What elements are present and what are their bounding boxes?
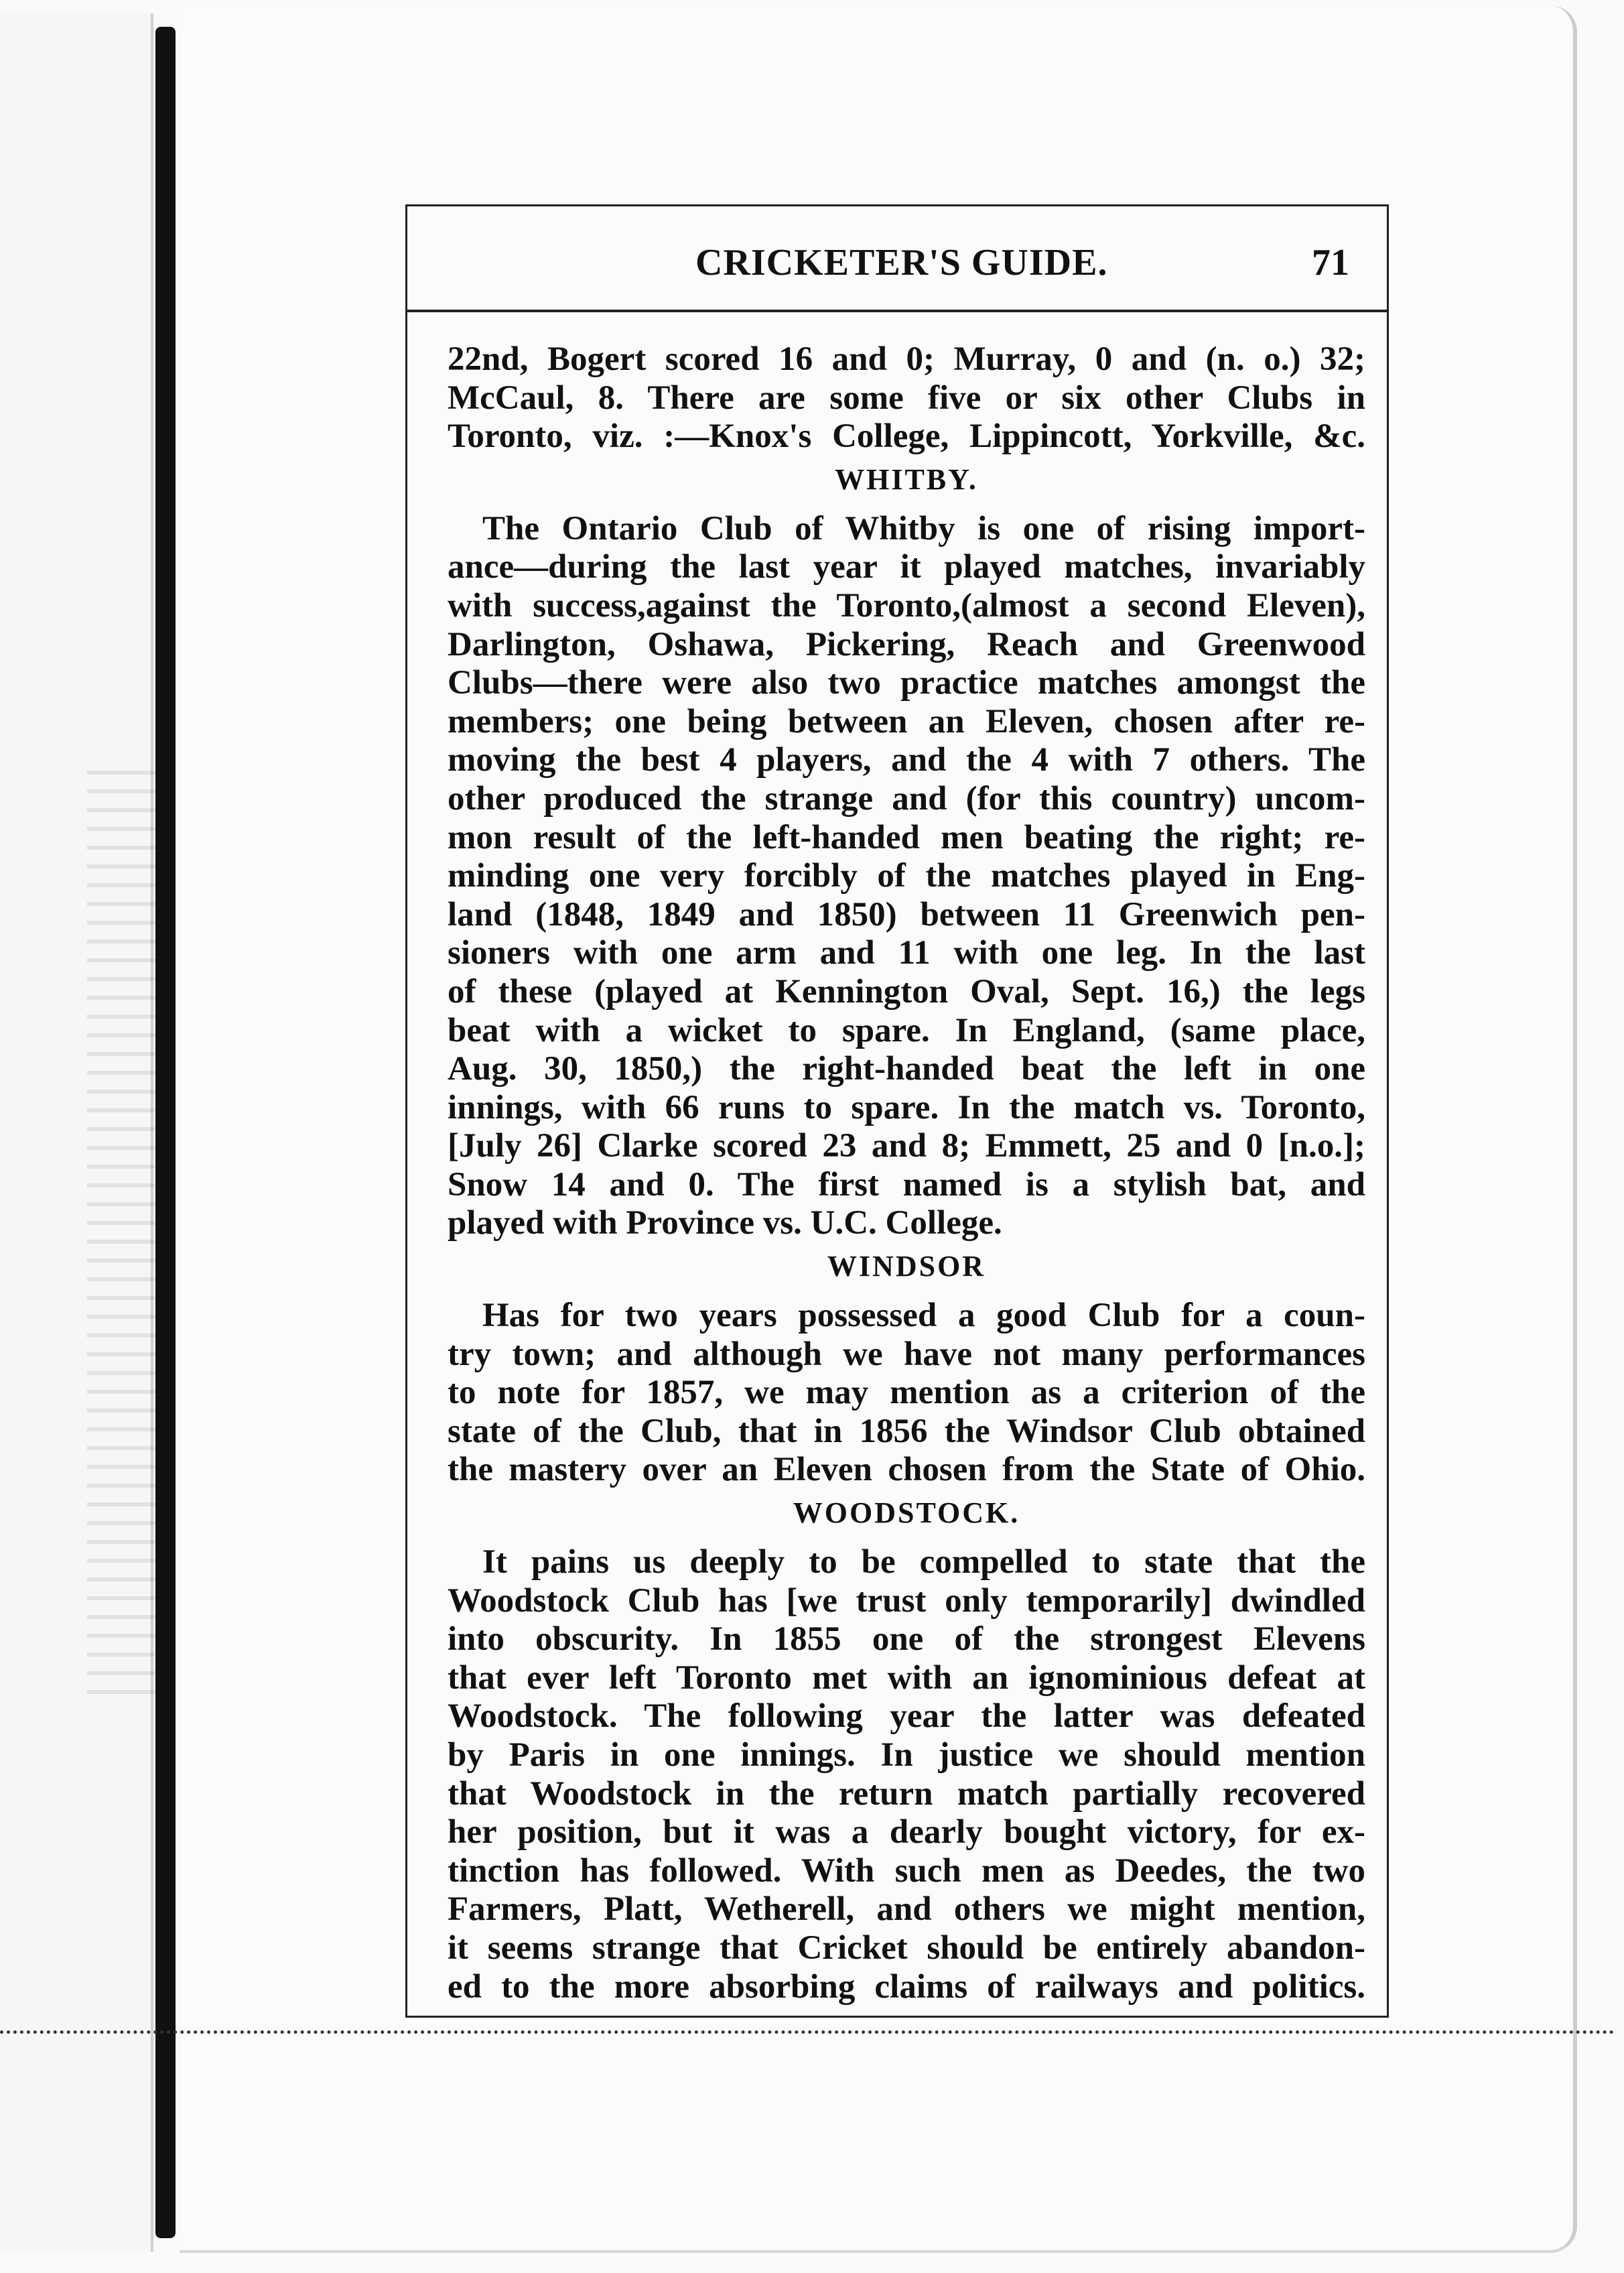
text-line: Darlington, Oshawa, Pickering, Reach and Greenwood	[448, 625, 1365, 663]
text-line: state of the Club, that in 1856 the Windsor Club obtained	[448, 1412, 1365, 1450]
text-line: Has for two years possessed a good Club for a coun-	[482, 1297, 1365, 1335]
book-binding	[155, 27, 176, 2238]
section-heading-windsor: WINDSOR	[827, 1250, 986, 1283]
text-line: her position, but it was a dearly bought victory, for ex-	[448, 1813, 1365, 1852]
text-line: McCaul, 8. There are some five or six other Clubs in	[448, 379, 1365, 417]
section-heading-whitby: WHITBY.	[835, 462, 978, 496]
text-line: beat with a wicket to spare. In England, (same place,	[448, 1011, 1365, 1049]
page-body	[448, 340, 1365, 2006]
text-line: ed to the more absorbing claims of railways and politics.	[448, 1967, 1365, 2006]
text-line: sioners with one arm and 11 with one leg. In the last	[448, 934, 1365, 972]
section-heading-woodstock: WOODSTOCK.	[793, 1496, 1020, 1530]
text-line: Toronto, viz. :—Knox's College, Lippincott, Yorkville, &c.	[448, 417, 1365, 456]
text-line: it seems strange that Cricket should be entirely abandon-	[448, 1929, 1365, 1967]
page-number: 71	[1312, 242, 1349, 283]
text-line: [July 26] Clarke scored 23 and 8; Emmett, 25 and 0 [n.o.];	[448, 1127, 1365, 1165]
page-text-frame	[405, 204, 1389, 2018]
text-line: into obscurity. In 1855 one of the strongest Elevens	[448, 1620, 1365, 1659]
text-line: Snow 14 and 0. The first named is a stylish bat, and	[448, 1165, 1365, 1204]
text-line: played with Province vs. U.C. College.	[448, 1204, 1002, 1242]
text-line: ance—during the last year it played matches, invariably	[448, 548, 1365, 586]
running-head	[407, 206, 1387, 312]
text-line: land (1848, 1849 and 1850) between 11 Greenwich pen-	[448, 895, 1365, 933]
text-line: mon result of the left-handed men beating the right; re-	[448, 818, 1365, 856]
text-line: members; one being between an Eleven, chosen after re-	[448, 702, 1365, 740]
text-line: that Woodstock in the return match partially recovered	[448, 1774, 1365, 1813]
text-line: moving the best 4 players, and the 4 with 7 others. The	[448, 741, 1365, 779]
woodstock-paragraph	[448, 1543, 1365, 2006]
text-line: Farmers, Platt, Wetherell, and others we might mention,	[448, 1890, 1365, 1929]
text-line: other produced the strange and (for this country) uncom-	[448, 779, 1365, 818]
text-line: Woodstock Club has [we trust only temporarily] dwindled	[448, 1581, 1365, 1620]
text-line: The Ontario Club of Whitby is one of rising import-	[482, 509, 1365, 547]
text-line: innings, with 66 runs to spare. In the match vs. Toronto,	[448, 1088, 1365, 1126]
text-line: the mastery over an Eleven chosen from the State of Ohio.	[448, 1451, 1365, 1489]
dotted-scan-line	[0, 2030, 1615, 2034]
text-line: that ever left Toronto met with an ignominious defeat at	[448, 1659, 1365, 1697]
whitby-paragraph	[448, 510, 1365, 1243]
text-line: minding one very forcibly of the matches played in Eng-	[448, 857, 1365, 895]
text-line: 22nd, Bogert scored 16 and 0; Murray, 0 and (n. o.) 32;	[448, 340, 1365, 378]
text-line: Clubs—there were also two practice matches amongst the	[448, 664, 1365, 702]
text-line: try town; and although we have not many performances	[448, 1335, 1365, 1373]
text-line: It pains us deeply to be compelled to state that the	[482, 1543, 1365, 1581]
text-line: by Paris in one innings. In justice we should mention	[448, 1736, 1365, 1774]
continuation-paragraph	[448, 340, 1365, 456]
running-title: CRICKETER'S GUIDE.	[695, 242, 1108, 283]
text-line: to note for 1857, we may mention as a criterion of the	[448, 1374, 1365, 1412]
text-line: with success,against the Toronto,(almost a second Eleven),	[448, 586, 1365, 625]
text-line: tinction has followed. With such men as Deedes, the two	[448, 1852, 1365, 1890]
text-line: Aug. 30, 1850,) the right-handed beat the left in one	[448, 1050, 1365, 1088]
windsor-paragraph	[448, 1297, 1365, 1490]
text-line: of these (played at Kennington Oval, Sept. 16,) the legs	[448, 972, 1365, 1011]
text-line: Woodstock. The following year the latter was defeated	[448, 1697, 1365, 1736]
